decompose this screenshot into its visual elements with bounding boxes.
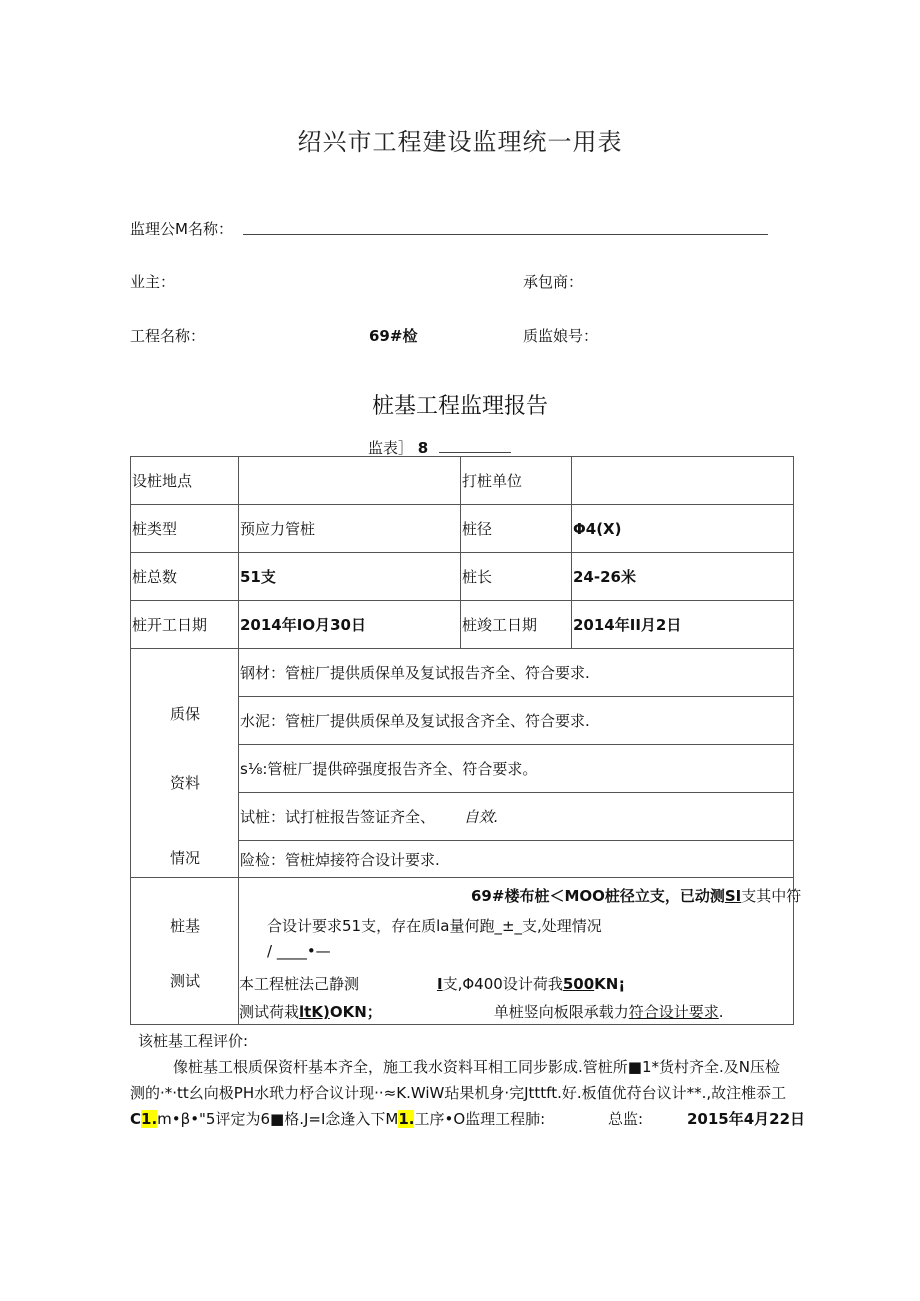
highlight-mark: 1.: [141, 1110, 158, 1128]
sign-date: 2015年4月22日: [687, 1110, 806, 1128]
row-value[interactable]: [239, 457, 461, 505]
row-label: 桩径: [461, 505, 572, 553]
test-line-5: 测试荷栽ltK)OKN； 单桩竖向板限承载力符合设计要求.: [239, 1003, 724, 1021]
test-line-4: 本工程桩法己静测 I支,Φ400设计荷我500KN¡: [239, 975, 626, 993]
test-section-label: 桩基 测试: [131, 878, 239, 1025]
report-title: 桩基工程监理报告: [371, 394, 548, 419]
row-label: 桩开工日期: [131, 601, 239, 649]
row-value[interactable]: [572, 457, 794, 505]
test-row: [131, 878, 794, 1025]
owner-label: 业主：: [130, 273, 176, 291]
row-label: 桩长: [461, 553, 572, 601]
row-label: 设桩地点: [131, 457, 239, 505]
doc-number-label: 监表］: [368, 439, 414, 457]
test-line-2: 合设计要求51支，存在质la量何跑_±_支,处理情况: [267, 917, 602, 935]
pile-report-table: [130, 456, 802, 1025]
form-title: 绍兴市工程建设监理统一用表: [297, 128, 623, 156]
test-line-1: 69#楼布桩＜MOO桩径立支，已动测SI支其中符: [471, 887, 802, 905]
contractor-label: 承包商：: [523, 273, 584, 291]
row-label: 打桩单位: [461, 457, 572, 505]
row-value[interactable]: 24-26米: [572, 553, 794, 601]
quality-no-label: 质监娘号：: [523, 327, 599, 345]
highlight-mark: 1.: [398, 1110, 415, 1128]
row-value[interactable]: 2014年II月2日: [572, 601, 794, 649]
quality-item-welding[interactable]: 险检：管桩焯接符合设计要求.: [239, 841, 794, 878]
company-field[interactable]: [243, 234, 768, 235]
evaluation-line-1: 像桩基工根质保资杆基本齐全，施工我水资料耳相工同步影成.管桩所■1*货村齐全.及N压检: [173, 1058, 780, 1076]
row-label: 桩类型: [131, 505, 239, 553]
company-label: 监理公M名称：: [130, 220, 233, 238]
evaluation-line-2: 测的·*·tt幺向极PH水玳力杼合议计现··≈K.WiW玷果机身·完Jtttft.好.板值优苻台议计**.,故注椎忝工: [130, 1084, 787, 1102]
validity-note: 自效.: [463, 808, 499, 826]
row-label: 桩总数: [131, 553, 239, 601]
project-value: 69#检: [369, 327, 418, 345]
quality-item-test-pile[interactable]: 试桩：试打桩报告签证齐全、 自效.: [239, 793, 794, 841]
row-value[interactable]: 51支: [239, 553, 461, 601]
row-value[interactable]: 2014年IO月30日: [239, 601, 461, 649]
quality-item-steel[interactable]: 钢材：管桩厂提供质保单及复试报告齐全、符合要求.: [239, 649, 794, 697]
table-row: [131, 505, 794, 553]
evaluation-heading: 该桩基工程评价:: [138, 1032, 249, 1050]
quality-section-label: 质保 资料 情况: [131, 649, 239, 878]
quality-item-cement[interactable]: 水泥：管桩厂提供质保单及复试报含齐全、符合要求.: [239, 697, 794, 745]
table-row: [131, 553, 794, 601]
chief-supervisor-label: 总监:: [608, 1110, 644, 1128]
doc-number-blank[interactable]: [439, 452, 511, 453]
row-value[interactable]: 预应力管桩: [239, 505, 461, 553]
evaluation-line-3: C1.m•β•"5评定为6■格.J=I念逢入下M1.工序•O监理工程肺:: [130, 1110, 546, 1128]
table-row: [131, 457, 794, 505]
quality-row: [131, 649, 794, 697]
row-label: 桩竣工日期: [461, 601, 572, 649]
row-value[interactable]: Φ4(X): [572, 505, 794, 553]
project-label: 工程名称：: [130, 327, 206, 345]
doc-number-value: 8: [417, 439, 429, 457]
test-line-3: / ____•—: [267, 942, 331, 960]
quality-item-strength[interactable]: s⅛:管桩厂提供碎强度报告齐全、符合要求。: [239, 745, 794, 793]
doc-number: [368, 437, 511, 458]
table-row: [131, 601, 794, 649]
test-details[interactable]: [239, 878, 802, 1025]
